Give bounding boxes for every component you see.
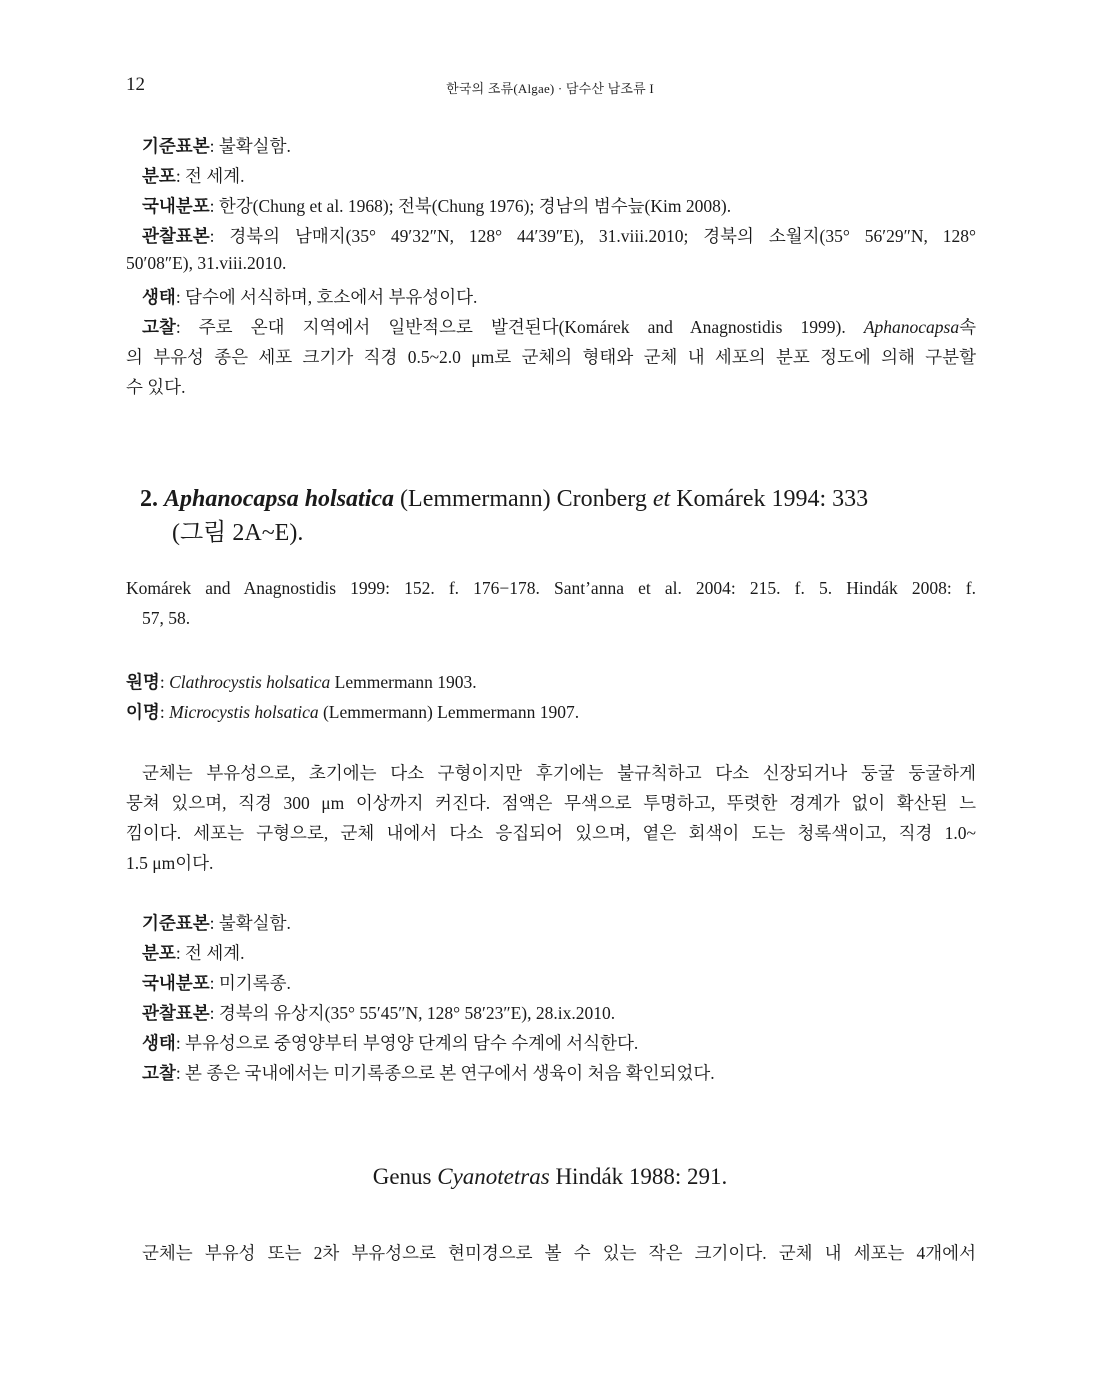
s2-specimens-text: : 경북의 유상지(35° 55′45″N, 128° 58′23″E), 28.ix.2010. (209, 1003, 616, 1023)
description-line-1: 군체는 부유성으로, 초기에는 다소 구형이지만 후기에는 불규칙하고 다소 신장되거나 둥굴 둥굴하게 (142, 763, 976, 783)
references-line-2: 57, 58. (142, 608, 191, 628)
s2-type-specimen-line (142, 910, 291, 935)
description-line-4: 1.5 μm이다. (126, 853, 214, 873)
s2-distribution-text: : 전 세계. (175, 943, 245, 963)
species-number: 2. (140, 486, 158, 512)
remarks-label: 고찰 (142, 317, 176, 337)
species-name: Aphanocapsa holsatica (164, 486, 395, 512)
ecology-line (142, 284, 477, 309)
running-title: 한국의 조류(Algae) · 담수산 남조류 I (446, 81, 654, 96)
s2-remarks-line (142, 1060, 715, 1085)
korean-distribution-line (142, 193, 731, 218)
distribution-text: : 전 세계. (175, 166, 245, 186)
synonym-name: Microcystis holsatica (169, 702, 319, 722)
type-specimen-label: 기준표본 (142, 136, 210, 156)
basionym-line (126, 669, 477, 694)
genus-author: Hindák 1988: 291. (549, 1164, 728, 1189)
synonym-sep: : (159, 702, 170, 722)
references-line-1: Komárek and Anagnostidis 1999: 152. f. 176−178. Sant’anna et al. 2004: 215. f. 5. Hindák 2008: f. (126, 578, 976, 598)
s2-korean-distribution-label: 국내분포 (142, 973, 210, 993)
s2-ecology-line (142, 1030, 638, 1055)
specimens-text-1: : 경북의 남매지(35° 49′32″N, 128° 44′39″E), 31.viii.2010; 경북의 소월지(35° 56′29″N, 128° (209, 226, 976, 246)
remarks-genus-name: Aphanocapsa (863, 317, 960, 337)
ecology-text: : 담수에 서식하며, 호소에서 부유성이다. (175, 287, 478, 307)
basionym-label: 원명 (126, 672, 160, 692)
genus-name: Cyanotetras (437, 1164, 550, 1189)
remarks-line-1 (142, 314, 976, 339)
s2-korean-distribution-text: : 미기록종. (209, 973, 291, 993)
s2-remarks-text: : 본 종은 국내에서는 미기록종으로 본 연구에서 생육이 처음 확인되었다. (175, 1063, 715, 1083)
s2-specimens-line (142, 1000, 615, 1025)
distribution-label: 분포 (142, 166, 176, 186)
remarks-text-1: : 주로 온대 지역에서 일반적으로 발견된다(Komárek and Anagnostidis 1999). (175, 317, 864, 337)
specimens-line-1 (142, 223, 976, 248)
type-specimen-text: : 불확실함. (209, 136, 291, 156)
page-number: 12 (126, 74, 145, 95)
remarks-suffix: 속 (959, 317, 976, 337)
s2-ecology-label: 생태 (142, 1033, 176, 1053)
s2-specimens-label: 관찰표본 (142, 1003, 210, 1023)
s2-korean-distribution-line (142, 970, 291, 995)
synonym-label: 이명 (126, 702, 160, 722)
s2-distribution-label: 분포 (142, 943, 176, 963)
korean-distribution-text: : 한강(Chung et al. 1968); 전북(Chung 1976); 경남의 범수늪(Kim 2008). (209, 196, 732, 216)
species-author-1: (Lemmermann) Cronberg (394, 486, 653, 512)
genus-prefix: Genus (372, 1164, 438, 1189)
ecology-label: 생태 (142, 287, 176, 307)
s2-remarks-label: 고찰 (142, 1063, 176, 1083)
description-line-3: 낌이다. 세포는 구형으로, 군체 내에서 다소 응집되어 있으며, 옅은 회색이 도는 청록색이고, 직경 1.0~ (126, 823, 976, 843)
description-line-2: 뭉쳐 있으며, 직경 300 μm 이상까지 커진다. 점액은 무색으로 투명하고, 뚜렷한 경계가 없이 확산된 느 (126, 793, 976, 813)
s2-ecology-text: : 부유성으로 중영양부터 부영양 단계의 담수 수계에 서식한다. (175, 1033, 639, 1053)
type-specimen-line (142, 133, 291, 158)
korean-distribution-label: 국내분포 (142, 196, 210, 216)
species-author-2: Komárek 1994: 333 (670, 486, 869, 512)
synonym-author: (Lemmermann) Lemmermann 1907. (318, 702, 580, 722)
synonym-line (126, 699, 579, 724)
genus-heading (0, 1164, 1100, 1190)
basionym-author: Lemmermann 1903. (330, 672, 477, 692)
basionym-name: Clathrocystis holsatica (169, 672, 331, 692)
remarks-line-3: 수 있다. (126, 377, 186, 397)
remarks-line-2: 의 부유성 종은 세포 크기가 직경 0.5~2.0 μm로 군체의 형태와 군체 내 세포의 분포 정도에 의해 구분할 (126, 347, 976, 367)
specimens-label: 관찰표본 (142, 226, 210, 246)
basionym-sep: : (159, 672, 170, 692)
s2-type-specimen-text: : 불확실함. (209, 913, 291, 933)
s2-distribution-line (142, 940, 245, 965)
species-figure-ref: (그림 2A~E). (172, 520, 304, 546)
species-author-et: et (652, 486, 671, 512)
genus-description-line-1: 군체는 부유성 또는 2차 부유성으로 현미경으로 볼 수 있는 작은 크기이다. 군체 내 세포는 4개에서 (142, 1243, 976, 1263)
distribution-line (142, 163, 245, 188)
specimens-line-2: 50′08″E), 31.viii.2010. (126, 253, 287, 273)
species-heading (140, 482, 868, 550)
s2-type-specimen-label: 기준표본 (142, 913, 210, 933)
